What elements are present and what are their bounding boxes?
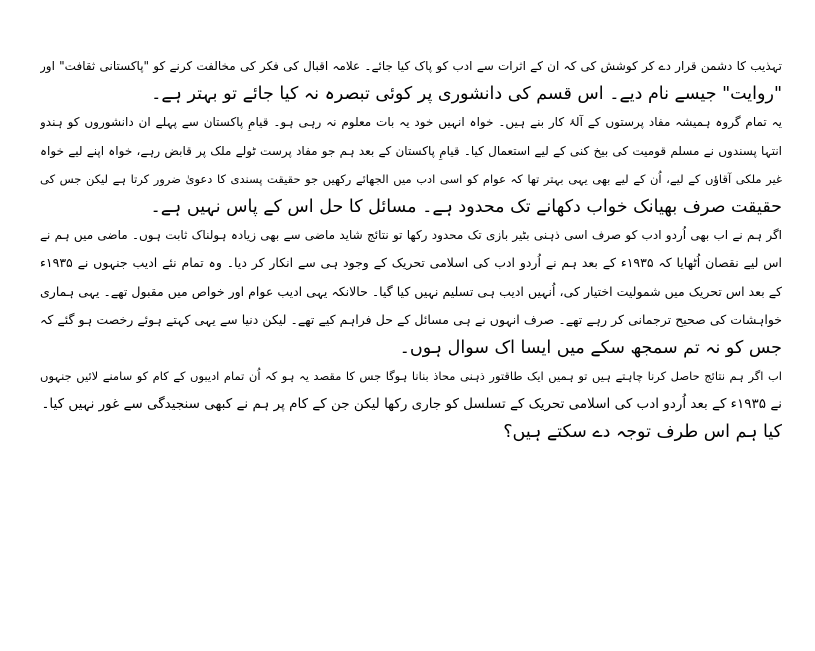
text-line: انتہا پسندوں نے مسلم قومیت کی بیخ کنی کے لیے استعمال کیا۔ قیامِ پاکستان کے بعد ہم جو مفاد پرست ٹولے ملک پر قابض رہے، خواہ اپنے لیے خواہ: [40, 143, 782, 158]
text-line: "روایت" جیسے نام دیے۔ اس قسم کی دانشوری پر کوئی تبصرہ نہ کیا جائے تو بہتر ہے۔: [151, 84, 782, 105]
text-line: اب اگر ہم نتائج حاصل کرنا چاہتے ہیں تو ہمیں ایک طاقتور ذہنی محاذ بنانا ہوگا جس کا مقصد یہ ہو کہ اُن تمام ادیبوں کے کام کو سامنے لائیں جنہوں: [40, 369, 782, 384]
urdu-text-page: [40, 52, 782, 447]
text-line: نے ۱۹۳۵ء کے بعد اُردو ادب کی اسلامی تحریک کے تسلسل کو جاری رکھا لیکن جن کے کام پر ہم نے کبھی سنجیدگی سے غور نہیں کیا۔: [41, 396, 782, 413]
text-line: تہذیب کا دشمن قرار دے کر کوشش کی کہ ان کے اثرات سے ادب کو پاک کیا جائے۔ علامہ اقبال کی فکر کی مخالفت کرنے کو "پاکستانی ثقافت" اور: [40, 59, 782, 73]
text-line: اس لیے نقصان اُٹھایا کہ ۱۹۳۵ء کے بعد ہم نے اُردو ادب کی اسلامی تحریک کے وجود ہی سے انکار کر دیا۔ وہ تمام نئے ادیب جنہوں نے ۱۹۳۵ء: [40, 255, 782, 271]
text-line: یہ تمام گروہ ہمیشہ مفاد پرستوں کے آلۂ کار بنے ہیں۔ خواہ انہیں خود یہ بات معلوم نہ رہی ہو۔ قیامِ پاکستان سے پہلے ان دانشوروں کو ہندو: [40, 115, 782, 130]
text-line: حقیقت صرف بھیانک خواب دکھانے تک محدود ہے۔ مسائل کا حل اس کے پاس نہیں ہے۔: [150, 196, 782, 217]
text-line: اگر ہم نے اب بھی اُردو ادب کو صرف اسی ذہنی بٹیر بازی تک محدود رکھا تو نتائج شاید ماضی سے بھی زیادہ ہولناک ثابت ہوں۔ ماضی میں ہم نے: [40, 228, 782, 243]
text-line: کیا ہم اس طرف توجہ دے سکتے ہیں؟: [503, 422, 782, 443]
text-line: غیر ملکی آقاؤں کے لیے، اُن کے لیے بھی یہی بہتر تھا کہ عوام کو اسی ادب میں الجھائے رکھیں جو حقیقت پسندی کا دعویٰ ضرور کرتا ہے لیکن جس کی: [40, 171, 782, 186]
text-line: جس کو نہ تم سمجھ سکے میں ایسا اک سوال ہوں۔: [399, 337, 782, 358]
text-line: کے بعد اس تحریک میں شمولیت اختیار کی، اُنہیں ادیب ہی تسلیم نہیں کیا گیا۔ حالانکہ یہی ادیب عوام اور خواص میں مقبول تھے۔ یہی ہماری: [40, 283, 782, 299]
text-line: خواہشات کی صحیح ترجمانی کر رہے تھے۔ صرف انہوں نے ہی مسائل کے حل فراہم کیے تھے۔ لیکن دنیا سے یہی کہتے ہوئے رخصت ہو گئے کہ: [40, 311, 782, 327]
